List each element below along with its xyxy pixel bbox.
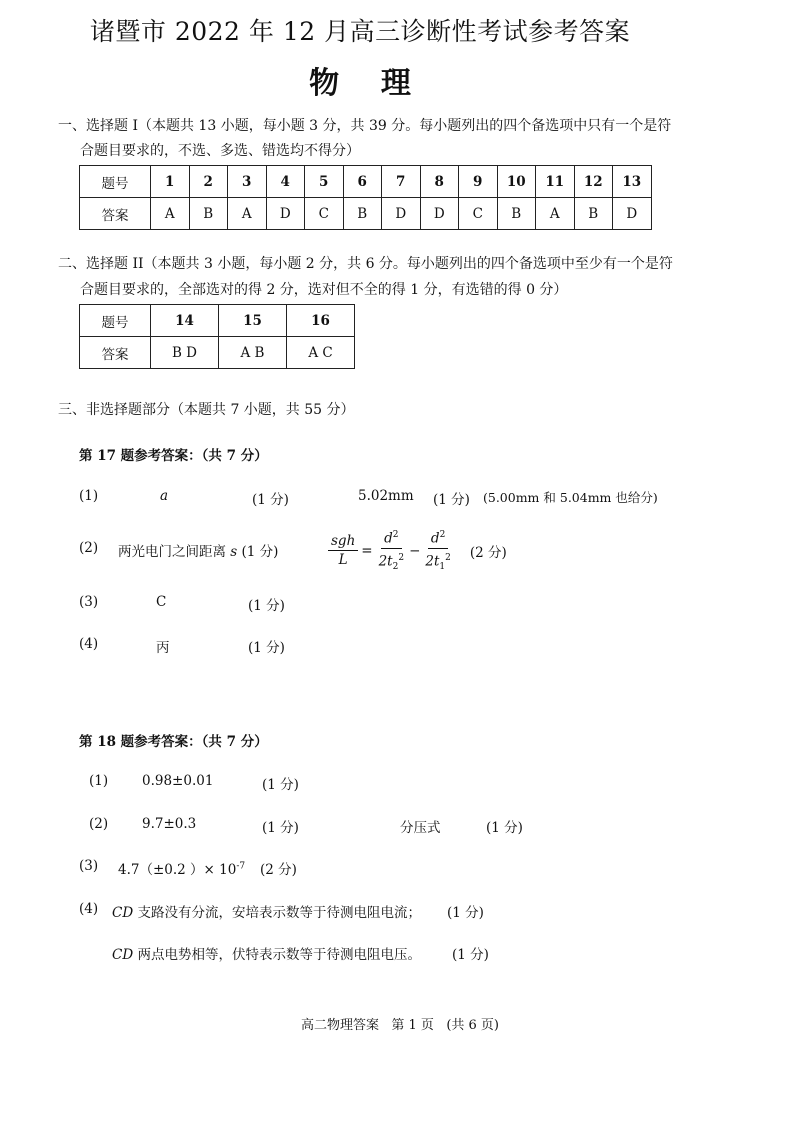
q18-p1-score: (1 分) <box>262 777 299 793</box>
q17-p1-answer2: 5.02mm <box>358 488 414 504</box>
question-number-cell: 13 <box>613 166 652 198</box>
formula-term2-denominator <box>422 549 453 576</box>
answer-cell: B <box>343 198 382 230</box>
q18-p2-label: (2) <box>89 816 109 832</box>
q17-p2-label: (2) <box>79 540 99 556</box>
question-number-cell: 2 <box>189 166 228 198</box>
table-row <box>80 305 355 337</box>
subject-title: 物 理 <box>309 66 411 101</box>
question-number-cell: 14 <box>151 305 219 337</box>
question-number-cell: 11 <box>536 166 575 198</box>
q17-p2-var: s <box>230 544 238 560</box>
answer-cell: D <box>266 198 305 230</box>
document-title: 诸暨市 2022 年 12 月高三诊断性考试参考答案 <box>89 17 631 46</box>
q18-p2-score: (1 分) <box>262 820 299 836</box>
formula-exponent: 2 <box>392 530 399 540</box>
q18-p3-exponent: -7 <box>236 861 246 872</box>
formula-term2-numerator <box>428 526 448 549</box>
q18-p4-text1: 支路没有分流，安培表示数等于待测电阻电流； <box>133 905 421 921</box>
q18-p3-answer-wrap <box>118 858 245 878</box>
q18-p2-score2: (1 分) <box>486 820 523 836</box>
answer-cell: B <box>497 198 536 230</box>
question-number-cell: 10 <box>497 166 536 198</box>
q17-p1-score2: (1 分) <box>433 492 470 508</box>
section2-line1: 二、选择题 II（本题共 3 小题，每小题 2 分，共 6 分。每小题列出的四个备选项中至少有一个是符 <box>58 256 673 272</box>
q17-heading: 第 17 题参考答案：（共 7 分） <box>79 448 268 464</box>
question-number-cell: 6 <box>343 166 382 198</box>
q18-p4-text2: 两点电势相等，伏特表示数等于待测电阻电压。 <box>133 947 421 963</box>
answer-cell: A B <box>219 337 287 369</box>
formula-subscript: 1 <box>439 561 446 572</box>
answer-cell: B <box>189 198 228 230</box>
q18-p2-answer2: 分压式 <box>400 820 441 836</box>
q17-p3-answer: C <box>156 594 167 610</box>
section2-line2: 合题目要求的，全部选对的得 2 分，选对但不全的得 1 分，有选错的得 0 分） <box>80 282 568 298</box>
q18-p1-label: (1) <box>89 773 109 789</box>
q18-p4-cd: CD <box>112 905 134 921</box>
q17-p1-score: (1 分) <box>252 492 289 508</box>
formula-term1 <box>376 526 407 576</box>
q17-p2-text <box>118 540 278 560</box>
formula-2t: 2t <box>378 553 393 569</box>
formula-lhs-denominator: L <box>338 552 348 569</box>
q18-p3-label: (3) <box>79 858 99 874</box>
answer-cell: A C <box>287 337 355 369</box>
q18-p4-cd: CD <box>112 947 134 963</box>
question-number-cell: 4 <box>266 166 305 198</box>
answer-cell: A <box>151 198 190 230</box>
q17-p4-label: (4) <box>79 636 99 652</box>
formula-exponent: 2 <box>445 552 451 563</box>
section1-line1: 一、选择题 I（本题共 13 小题，每小题 3 分，共 39 分。每小题列出的四个备选项中只有一个是符 <box>58 118 672 134</box>
q18-p4-line2 <box>112 943 421 963</box>
answer-cell: A <box>228 198 267 230</box>
answer-cell: B <box>574 198 613 230</box>
formula-term1-denominator <box>376 549 407 576</box>
formula-exponent: 2 <box>439 530 446 540</box>
q17-p2-score: (1 分) <box>241 544 279 560</box>
table-row <box>80 337 355 369</box>
q18-p3-answer: 4.7（±0.2 ）× 10 <box>118 862 237 878</box>
answer-cell: C <box>305 198 344 230</box>
q17-p1-answer: a <box>160 488 169 504</box>
table-header-cell: 题号 <box>80 305 151 337</box>
table-row <box>80 166 652 198</box>
formula-equals: = <box>361 542 373 559</box>
q17-p2-desc: 两光电门之间距离 <box>118 544 226 560</box>
question-number-cell: 8 <box>420 166 459 198</box>
q17-p4-answer: 丙 <box>156 640 170 656</box>
question-number-cell: 5 <box>305 166 344 198</box>
q18-p1-answer: 0.98±0.01 <box>142 773 214 789</box>
answer-cell: D <box>613 198 652 230</box>
q18-p4-line1 <box>112 901 421 921</box>
q17-p1-note: (5.00mm 和 5.04mm 也给分) <box>483 490 658 505</box>
q18-p2-answer: 9.7±0.3 <box>142 816 197 832</box>
formula-minus: − <box>409 542 421 559</box>
choice-table-1 <box>79 165 652 230</box>
table-header-cell: 答案 <box>80 337 151 369</box>
question-number-cell: 9 <box>459 166 498 198</box>
question-number-cell: 15 <box>219 305 287 337</box>
formula-d: d <box>430 530 440 547</box>
answer-cell: B D <box>151 337 219 369</box>
q18-p4-label: (4) <box>79 901 99 917</box>
question-number-cell: 16 <box>287 305 355 337</box>
formula-d: d <box>384 530 393 547</box>
formula-term2 <box>422 526 453 576</box>
q17-p3-label: (3) <box>79 594 99 610</box>
q18-p4-score2: (1 分) <box>452 947 489 963</box>
page-footer: 高二物理答案 第 1 页 (共 6 页) <box>300 1018 499 1033</box>
table-row <box>80 198 652 230</box>
q17-formula <box>328 526 507 576</box>
table-header-cell: 答案 <box>80 198 151 230</box>
q17-p1-label: (1) <box>79 488 99 504</box>
question-number-cell: 12 <box>574 166 613 198</box>
question-number-cell: 1 <box>151 166 190 198</box>
table-header-cell: 题号 <box>80 166 151 198</box>
q18-heading: 第 18 题参考答案：（共 7 分） <box>79 734 268 750</box>
section1-line2: 合题目要求的，不选、多选、错选均不得分） <box>80 143 360 159</box>
q17-p3-score: (1 分) <box>248 598 285 614</box>
section3-heading: 三、非选择题部分（本题共 7 小题，共 55 分） <box>58 402 355 418</box>
question-number-cell: 3 <box>228 166 267 198</box>
answer-cell: D <box>420 198 459 230</box>
formula-lhs <box>328 532 358 569</box>
answer-cell: D <box>382 198 421 230</box>
formula-term1-numerator <box>381 526 401 549</box>
formula-lhs-numerator: sgh <box>328 532 358 551</box>
formula-exponent: 2 <box>398 552 405 563</box>
formula-subscript: 2 <box>392 561 399 572</box>
answer-cell: A <box>536 198 575 230</box>
q17-p4-score: (1 分) <box>248 640 285 656</box>
formula-2t: 2t <box>425 553 440 569</box>
answer-cell: C <box>459 198 498 230</box>
q18-p4-score1: (1 分) <box>447 905 484 921</box>
q17-p2-score2: (2 分) <box>469 544 507 561</box>
question-number-cell: 7 <box>382 166 421 198</box>
q18-p3-score: (2 分) <box>260 862 297 878</box>
choice-table-2 <box>79 304 355 369</box>
